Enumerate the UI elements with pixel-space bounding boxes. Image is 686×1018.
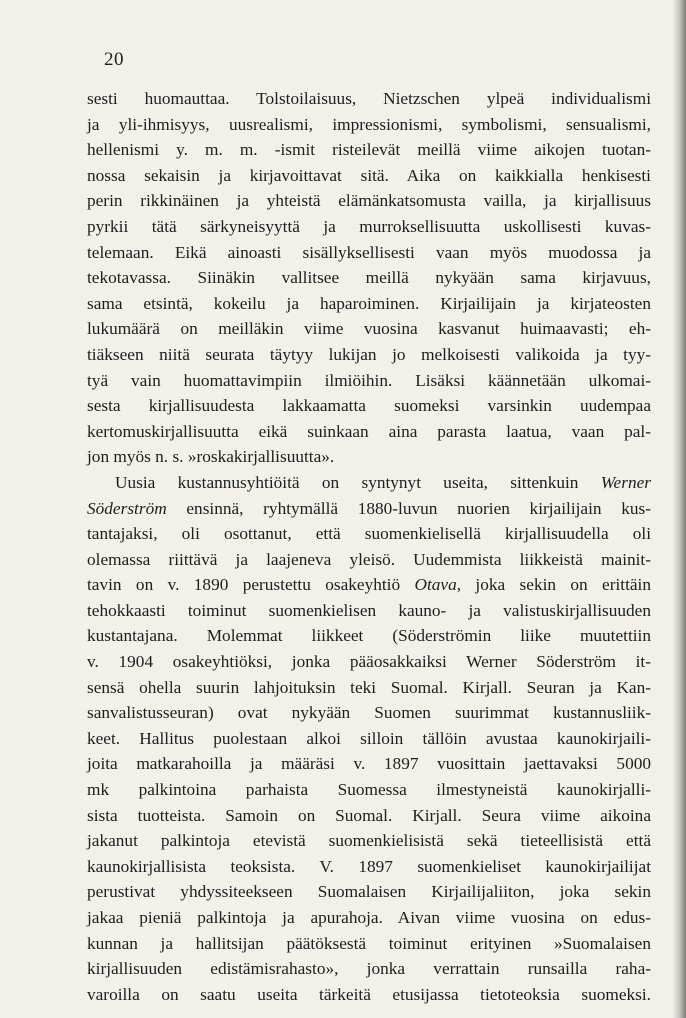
text-line: mk palkintoina parhaista Suomessa ilmestyneistä kaunokirjalli- — [87, 780, 651, 800]
text-line: tyä vain huomattavimpiin ilmiöihin. Lisäksi käännetään ulkomai- — [87, 370, 651, 390]
text-line: sesta kirjallisuudesta lakkaamatta suomeksi varsinkin uudempaa — [87, 396, 651, 416]
italic-name-werner: Werner — [600, 472, 651, 492]
text-line: jakanut palkintoja etevistä suomenkielisistä sekä tieteellisistä että — [87, 831, 651, 851]
text-line: tehokkaasti toiminut suomenkielisen kauno- ja valistuskirjallisuuden — [87, 600, 651, 620]
text-line: sama etsintä, kokeilu ja haparoiminen. Kirjailijain ja kirjateosten — [87, 293, 651, 313]
italic-name-otava: Otava — [414, 575, 457, 595]
text-line: tiäkseen niitä seurata täytyy lukijan jo melkoisesti valikoida ja tyy- — [87, 344, 651, 364]
text-line: kustantajana. Molemmat liikkeet (Söderströmin liike muutettiin — [87, 626, 651, 646]
text-line: sista tuotteista. Samoin on Suomal. Kirjall. Seura viime aikoina — [87, 805, 651, 825]
text-run: Uusia kustannusyhtiöitä on syntynyt useita, sittenkuin — [115, 472, 601, 492]
text-line: keet. Hallitus puolestaan alkoi silloin tällöin avustaa kaunokirjaili- — [87, 728, 651, 748]
text-line: kunnan ja hallitsijan päätöksestä toiminut erityinen »Suomalaisen — [87, 933, 651, 953]
page-number: 20 — [104, 49, 124, 70]
text-line: kertomuskirjallisuutta eikä suinkaan aina parasta laatua, vaan pal- — [87, 421, 651, 441]
text-line: kaunokirjallisista teoksista. V. 1897 suomenkieliset kaunokirjailijat — [87, 856, 651, 876]
paragraph-start-line — [87, 470, 651, 496]
text-run: tavin on v. 1890 perustettu osakeyhtiö — [87, 575, 415, 595]
text-line: v. 1904 osakeyhtiöksi, jonka pääosakkaiksi Werner Söderström it- — [87, 652, 651, 672]
text-line: ja yli-ihmisyys, uusrealismi, impressionismi, symbolismi, sensualismi, — [87, 114, 651, 134]
text-line: lukumäärä on meilläkin viime vuosina kasvanut huimaavasti; eh- — [87, 319, 651, 339]
text-line: olemassa riittävä ja laajeneva yleisö. Uudemmista liikkeistä mainit- — [87, 549, 651, 569]
text-line: perin rikkinäinen ja yhteistä elämänkatsomusta vailla, ja kirjallisuus — [87, 191, 651, 211]
text-line: sensä ohella suurin lahjoituksin teki Suomal. Kirjall. Seuran ja Kan- — [87, 677, 651, 697]
text-line: hellenismi y. m. m. -ismit risteilevät meillä viime aikojen tuotan- — [87, 140, 651, 160]
text-line: sesti huomauttaa. Tolstoilaisuus, Nietzschen ylpeä individualismi — [87, 89, 651, 108]
page-edge-shadow — [672, 0, 686, 1018]
text-run: , joka sekin on erittäin — [456, 575, 651, 595]
text-line: telemaan. Eikä ainoasti sisällyksellisesti vaan myös muodossa ja — [87, 242, 651, 262]
text-line: tekotavassa. Siinäkin vallitsee meillä nykyään sama kirjavuus, — [87, 268, 651, 288]
italic-name-soderstrom: Söderström — [87, 498, 167, 518]
body-text — [87, 86, 651, 1007]
text-line — [87, 496, 651, 522]
text-line — [87, 572, 651, 598]
text-line: joita matkarahoilla ja määräsi v. 1897 vuosittain jaettavaksi 5000 — [87, 754, 651, 774]
text-run: ensinnä, ryhtymällä 1880-luvun nuorien kirjailijain kus- — [166, 498, 651, 518]
text-line: sanvalistusseuran) ovat nykyään Suomen suurimmat kustannusliik- — [87, 703, 651, 723]
text-line: tantajaksi, oli osottanut, että suomenkielisellä kirjallisuudella oli — [87, 524, 651, 544]
text-line: nossa sekaisin ja kirjavoittavat sitä. Aika on kaikkialla henkisesti — [87, 165, 651, 185]
text-line: perustivat yhdyssiteekseen Suomalaisen Kirjailijaliiton, joka sekin — [87, 882, 651, 902]
text-line: kirjallisuuden edistämisrahasto», jonka verrattain runsailla raha- — [87, 959, 651, 979]
text-line: varoilla on saatu useita tärkeitä etusijassa tietoteoksia suomeksi. — [87, 984, 651, 1004]
text-line: pyrkii tätä särkyneisyyttä ja murroksellisuutta uskollisesti kuvas- — [87, 216, 651, 236]
paragraph-end-line: jon myös n. s. »roskakirjallisuutta». — [87, 447, 335, 467]
text-line: jakaa pieniä palkintoja ja apurahoja. Aivan viime vuosina on edus- — [87, 908, 651, 927]
